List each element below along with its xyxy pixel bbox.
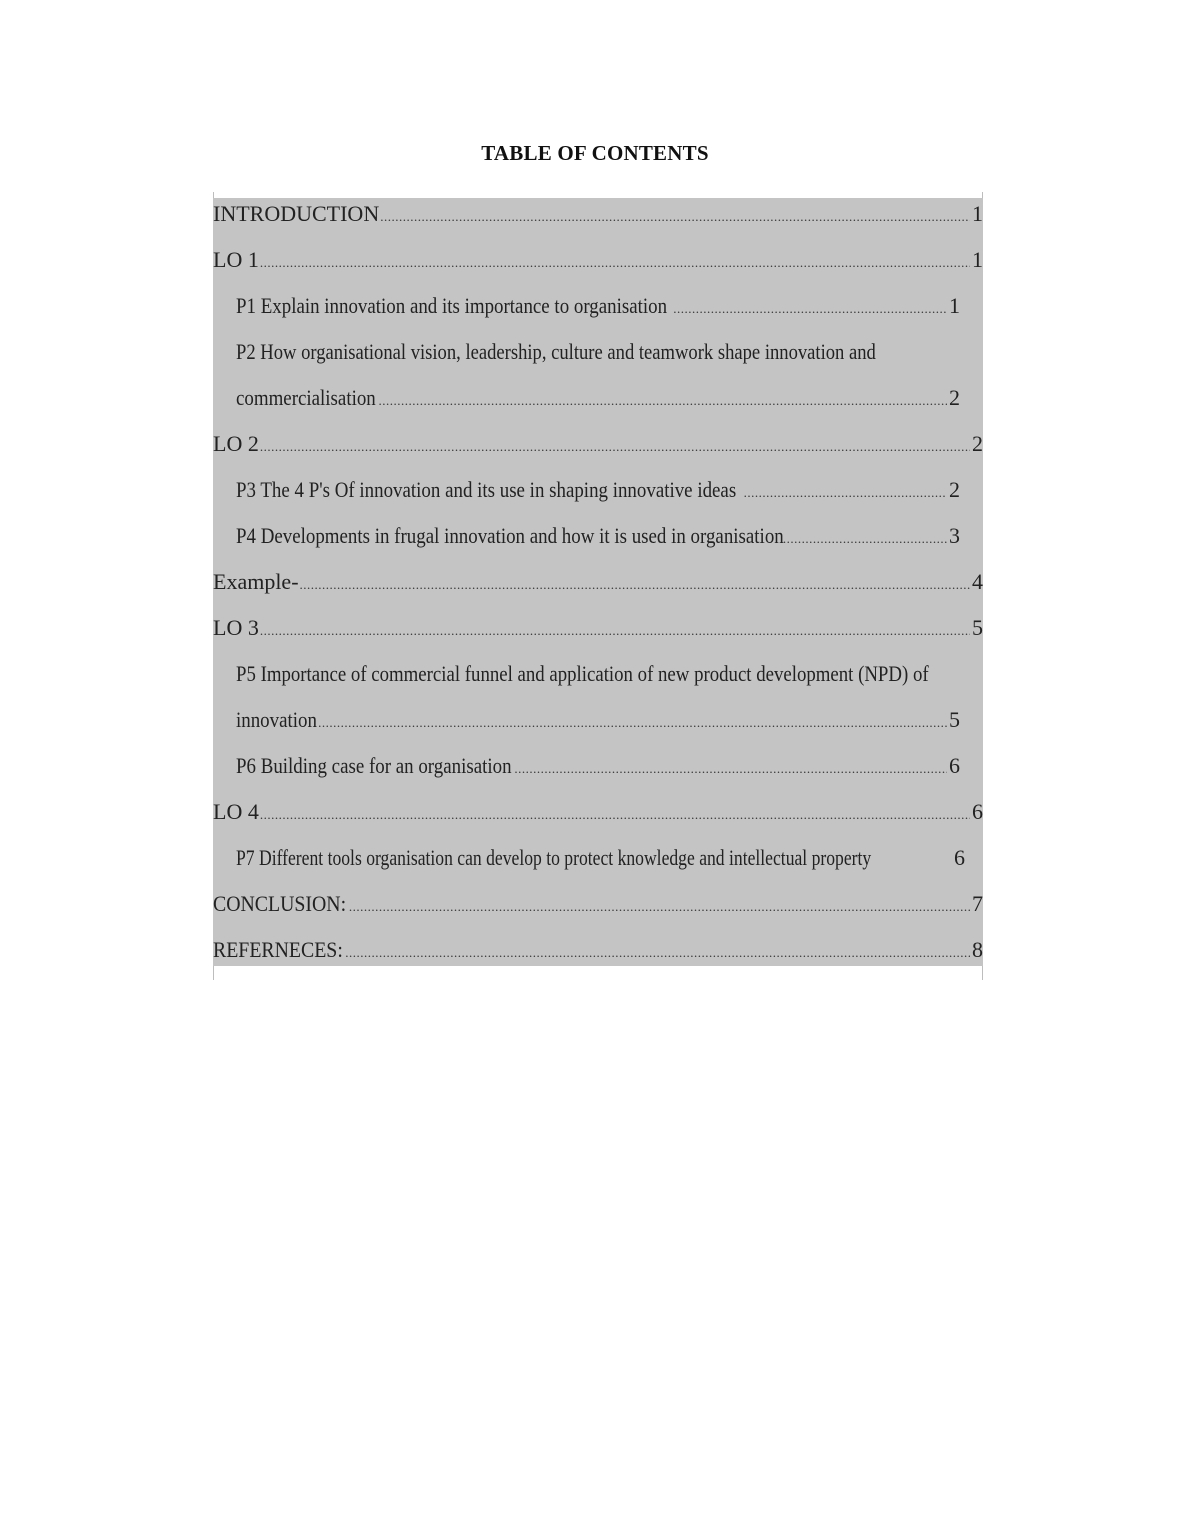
toc-entry-p2-continued[interactable] <box>236 378 960 418</box>
toc-leader-dots <box>260 243 970 283</box>
toc-entry-p2[interactable] <box>236 332 983 372</box>
toc-entry-lo3[interactable] <box>213 608 983 648</box>
toc-leader-dots <box>380 197 970 237</box>
toc-page-number: 8 <box>972 937 983 962</box>
page-title: TABLE OF CONTENTS <box>481 141 709 165</box>
toc-entry-label: P2 How organisational vision, leadership, culture and teamwork shape innovation and <box>236 339 876 364</box>
toc-entry-label: P1 Explain innovation and its importance to organisation <box>236 293 668 318</box>
toc-leader-dots <box>345 933 970 973</box>
toc-entry-p1[interactable] <box>236 286 960 326</box>
toc-entry-p5[interactable] <box>236 654 983 694</box>
toc-page-number: 2 <box>949 385 960 410</box>
toc-leader-dots <box>514 749 947 789</box>
toc-entry-p5-continued[interactable] <box>236 700 960 740</box>
toc-entry-label: P5 Importance of commercial funnel and application of new product development (NPD) of <box>236 661 929 686</box>
toc-page-number: 7 <box>972 891 983 916</box>
toc-page-number: 6 <box>949 753 960 778</box>
toc-entry-label: LO 3 <box>213 615 259 640</box>
toc-entry-lo4[interactable] <box>213 792 983 832</box>
toc-page-number: 6 <box>972 799 983 824</box>
toc-page-number: 5 <box>972 615 983 640</box>
toc-entry-p3[interactable] <box>236 470 960 510</box>
toc-entry-references[interactable] <box>213 930 983 970</box>
toc-page-number: 3 <box>949 523 960 548</box>
toc-entry-conclusion[interactable] <box>213 884 983 924</box>
toc-leader-dots <box>300 565 970 605</box>
toc-entry-label: LO 1 <box>213 247 259 272</box>
toc-leader-dots <box>260 611 970 651</box>
toc-page-number: 6 <box>954 845 965 870</box>
toc-page-number: 1 <box>972 247 983 272</box>
toc-entry-lo1[interactable] <box>213 240 983 280</box>
toc-entry-label: LO 2 <box>213 431 259 456</box>
toc-entry-label: LO 4 <box>213 799 259 824</box>
toc-entry-p4[interactable] <box>236 516 960 556</box>
toc-leader-dots <box>379 381 948 421</box>
toc-entry-label: P6 Building case for an organisation <box>236 753 512 778</box>
toc-entry-label: innovation <box>236 707 317 732</box>
toc-entry-label: Example- <box>213 569 299 594</box>
toc-leader-dots <box>318 703 947 743</box>
toc-leader-dots <box>783 519 947 559</box>
toc-leader-dots <box>349 887 970 927</box>
toc-page-number: 5 <box>949 707 960 732</box>
toc-page-number: 2 <box>949 477 960 502</box>
toc-leader-dots <box>260 795 970 835</box>
toc-page-number: 1 <box>949 293 960 318</box>
toc-entry-label: commercialisation <box>236 385 376 410</box>
toc-entry-p6[interactable] <box>236 746 960 786</box>
toc-entry-label: CONCLUSION: <box>213 891 347 916</box>
toc-entry-p7[interactable] <box>236 838 983 878</box>
toc-entry-label: P3 The 4 P's Of innovation and its use in shaping innovative ideas <box>236 477 737 502</box>
toc-leader-dots <box>260 427 970 467</box>
toc-page-number: 1 <box>972 201 983 226</box>
toc-leader-dots <box>673 289 947 329</box>
toc-entry-label: REFERNECES: <box>213 937 343 962</box>
table-of-contents-field[interactable] <box>213 192 983 980</box>
toc-entry-label: INTRODUCTION <box>213 201 380 226</box>
toc-entry-label: P7 Different tools organisation can develop to protect knowledge and intellectual property <box>236 845 872 870</box>
toc-entry-label: P4 Developments in frugal innovation and how it is used in organisation <box>236 523 784 548</box>
toc-page-number: 4 <box>972 569 983 594</box>
toc-entry-example[interactable] <box>213 562 983 602</box>
toc-page-number: 2 <box>972 431 983 456</box>
toc-leader-dots <box>744 473 947 513</box>
toc-entry-introduction[interactable] <box>213 194 983 234</box>
toc-entry-lo2[interactable] <box>213 424 983 464</box>
